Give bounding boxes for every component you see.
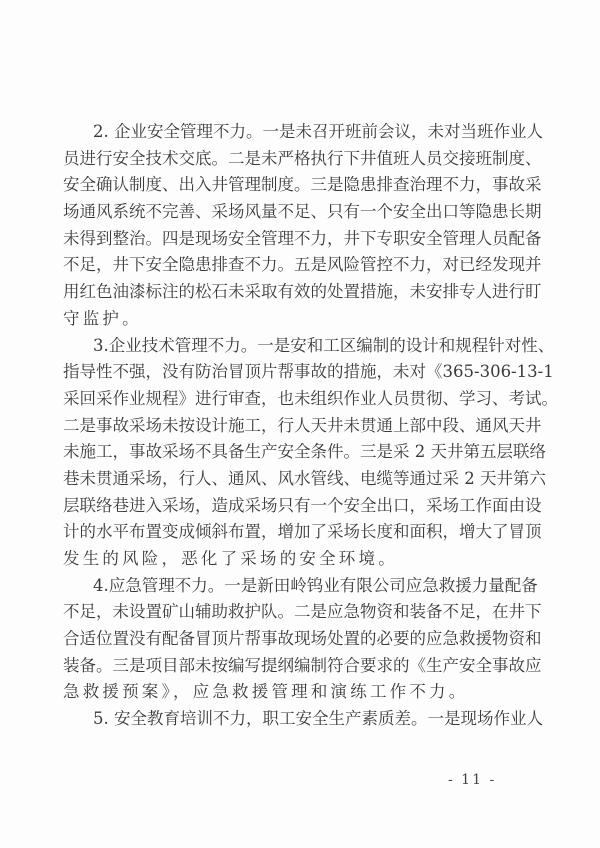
- text-line: 2. 企业安全管理不力。一是未召开班前会议，未对当班作业人: [93, 122, 543, 141]
- document-body: [63, 119, 558, 733]
- page-number: - 11 -: [448, 772, 497, 788]
- text-line: 4.应急管理不力。一是新田岭钨业有限公司应急救援力量配备: [93, 575, 538, 595]
- text-line: 场通风系统不完善、采场风量不足、只有一个安全出口等隐患长期: [63, 202, 542, 222]
- text-line: 装备。三是项目部未按编写提纲编制符合要求的《生产安全事故应: [63, 655, 542, 675]
- paragraph: [63, 706, 543, 733]
- text-line: 未施工，事故采场不具备生产安全条件。三是采 2 天井第五层联络: [63, 442, 546, 462]
- text-line: 发生的风险，恶化了采场的安全环境。: [63, 549, 398, 568]
- text-line: 二是事故采场未按设计施工，行人天井未贯通上部中段、通风天井: [63, 415, 542, 435]
- text-line: 计的水平布置变成倾斜布置，增加了采场长度和面积，增大了冒顶: [63, 522, 542, 542]
- text-line: 用红色油漆标注的松石未采取有效的处置措施，未安排专人进行盯: [63, 282, 542, 302]
- text-line: 5. 安全教育培训不力，职工安全生产素质差。一是现场作业人: [93, 709, 543, 729]
- paragraph: [63, 119, 543, 333]
- text-line: 3.企业技术管理不力。一是安和工区编制的设计和规程针对性、: [93, 335, 555, 355]
- text-line: 采回采作业规程》进行审查，也未组织作业人员贯彻、学习、考试。: [63, 388, 558, 408]
- text-line: 未得到整治。四是现场安全管理不力，井下专职安全管理人员配备: [63, 228, 542, 248]
- paragraph: [63, 573, 542, 706]
- text-line: 层联络巷进入采场，造成采场只有一个安全出口，采场工作面由设: [63, 495, 542, 515]
- text-line: 合适位置没有配备冒顶片帮事故现场处置的必要的应急救援物资和: [63, 629, 542, 649]
- text-line: 指导性不强，没有防治冒顶片帮事故的措施，未对《365-306-13-1: [63, 362, 554, 382]
- text-line: 急救援预案》，应急救援管理和演练工作不力。: [63, 682, 469, 702]
- text-line: 不足，井下安全隐患排查不力。五是风险管控不力，对已经发现并: [63, 255, 542, 275]
- text-line: 员进行安全技术交底。二是未严格执行下井值班人员交接班制度、: [63, 148, 542, 168]
- text-line: 巷未贯通采场，行人、通风、风水管线、电缆等通过采 2 天井第六: [63, 468, 546, 488]
- text-line: 守监护。: [63, 308, 142, 328]
- text-line: 不足，未设置矿山辅助救护队。二是应急物资和装备不足，在井下: [63, 602, 542, 622]
- paragraph: [63, 333, 558, 573]
- text-line: 安全确认制度、出入井管理制度。三是隐患排查治理不力，事故采: [63, 175, 542, 195]
